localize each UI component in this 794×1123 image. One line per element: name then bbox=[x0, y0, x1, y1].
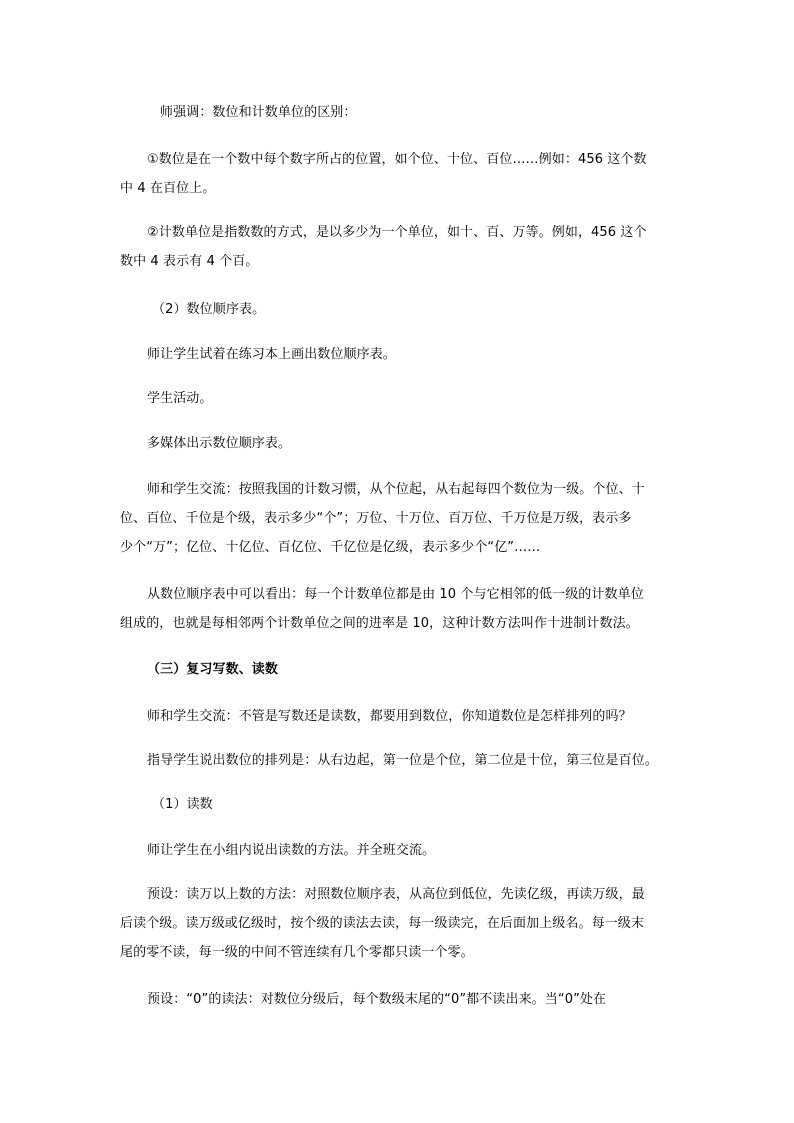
paragraph-preset-reading-line2: 后读个级。读万级或亿级时，按个级的读法去读，每一级读完，在后面加上级名。每一级末 bbox=[120, 916, 645, 931]
paragraph-emphasis-title: 师强调：数位和计数单位的区别： bbox=[160, 105, 357, 120]
paragraph-guide-digit-order: 指导学生说出数位的排列是：从右边起，第一位是个位，第二位是十位，第三位是百位。 bbox=[147, 753, 658, 768]
paragraph-student-activity: 学生活动。 bbox=[147, 391, 213, 406]
paragraph-place-value-table-heading: （2）数位顺序表。 bbox=[152, 302, 266, 317]
paragraph-exchange-line1: 师和学生交流：按照我国的计数习惯，从个位起，从右起每四个数位为一级。个位、十 bbox=[147, 482, 645, 497]
paragraph-multimedia-display: 多媒体出示数位顺序表。 bbox=[147, 436, 292, 451]
paragraph-reading-heading: （1）读数 bbox=[152, 797, 213, 812]
paragraph-table-observation-line2: 组成的，也就是每相邻两个计数单位之间的进率是 10，这种计数方法叫作十进制计数法。 bbox=[120, 616, 639, 631]
paragraph-table-observation-line1: 从数位顺序表中可以看出：每一个计数单位都是由 10 个与它相邻的低一级的计数单位 bbox=[147, 587, 644, 602]
paragraph-exchange-question: 师和学生交流：不管是写数还是读数，都要用到数位，你知道数位是怎样排列的吗？ bbox=[147, 709, 632, 724]
paragraph-group-discussion: 师让学生在小组内说出读数的方法。并全班交流。 bbox=[147, 843, 436, 858]
paragraph-preset-zero-reading: 预设：“0”的读法：对数位分级后，每个数级末尾的“0”都不读出来。当“0”处在 bbox=[147, 992, 607, 1007]
paragraph-counting-unit-line1: ②计数单位是指数数的方式，是以多少为一个单位，如十、百、万等。例如，456 这个 bbox=[147, 225, 647, 240]
paragraph-preset-reading-line3: 尾的零不读，每一级的中间不管连续有几个零都只读一个零。 bbox=[120, 945, 474, 960]
paragraph-preset-reading-line1: 预设：读万以上数的方法：对照数位顺序表，从高位到低位，先读亿级，再读万级，最 bbox=[147, 887, 645, 902]
paragraph-exchange-line3: 少个“万”；亿位、十亿位、百亿位、千亿位是亿级，表示多少个“亿”…… bbox=[120, 540, 541, 555]
paragraph-draw-table-instruction: 师让学生试着在练习本上画出数位顺序表。 bbox=[147, 347, 396, 362]
section-heading-review-read-write: （三）复习写数、读数 bbox=[147, 662, 279, 677]
paragraph-digit-position-line1: ①数位是在一个数中每个数字所占的位置，如个位、十位、百位……例如：456 这个数 bbox=[147, 152, 647, 167]
paragraph-digit-position-line2: 中 4 在百位上。 bbox=[120, 181, 216, 196]
paragraph-counting-unit-line2: 数中 4 表示有 4 个百。 bbox=[120, 254, 259, 269]
paragraph-exchange-line2: 位、百位、千位是个级，表示多少“个”；万位、十万位、百万位、千万位是万级，表示多 bbox=[120, 511, 632, 526]
